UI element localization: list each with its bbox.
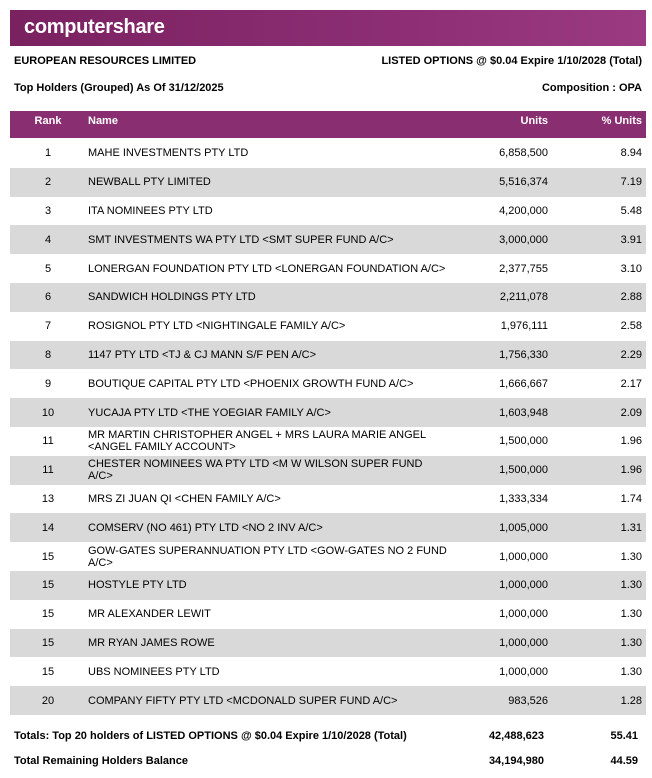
cell-rank: 13	[41, 492, 55, 505]
cell-name: BOUTIQUE CAPITAL PTY LTD <PHOENIX GROWTH FUND A/C>	[88, 377, 414, 390]
cell-pct: 1.30	[620, 608, 642, 621]
cell-rank: 9	[44, 377, 52, 390]
cell-pct: 1.31	[620, 521, 642, 534]
cell-rank: 15	[41, 550, 55, 563]
cell-pct: 3.91	[620, 233, 642, 246]
table-row	[10, 312, 646, 341]
cell-rank: 6	[44, 291, 52, 304]
cell-name: MR MARTIN CHRISTOPHER ANGEL + MRS LAURA MARIE ANGEL <ANGEL FAMILY ACCOUNT>	[88, 429, 426, 454]
table-row	[10, 427, 646, 456]
cell-name: HOSTYLE PTY LTD	[88, 579, 187, 592]
report-subtitle: Top Holders (Grouped) As Of 31/12/2025	[14, 82, 224, 94]
cell-rank: 5	[44, 262, 52, 275]
cell-rank: 15	[41, 608, 55, 621]
cell-units: 2,211,078	[499, 291, 548, 304]
header-banner	[10, 10, 646, 46]
totals-remaining-units: 34,194,980	[488, 755, 544, 767]
cell-name: ROSIGNOL PTY LTD <NIGHTINGALE FAMILY A/C>	[88, 320, 346, 333]
cell-rank: 3	[44, 204, 52, 217]
cell-units: 1,000,000	[499, 608, 548, 621]
totals-top-pct: 55.41	[610, 730, 638, 742]
cell-pct: 2.17	[620, 377, 642, 390]
cell-name: SMT INVESTMENTS WA PTY LTD <SMT SUPER FUND A/C>	[88, 233, 394, 246]
cell-units: 1,005,000	[499, 521, 548, 534]
cell-units: 4,200,000	[499, 204, 548, 217]
cell-pct: 1.96	[620, 464, 642, 477]
cell-units: 983,526	[508, 694, 548, 707]
cell-units: 1,333,334	[499, 492, 548, 505]
table-row	[10, 542, 646, 571]
cell-pct: 1.28	[620, 694, 642, 707]
cell-name: ITA NOMINEES PTY LTD	[88, 204, 213, 217]
holders-table	[10, 139, 646, 715]
table-row	[10, 225, 646, 254]
security-description: LISTED OPTIONS @ $0.04 Expire 1/10/2028 (Total)	[381, 55, 642, 67]
cell-pct: 2.29	[620, 348, 642, 361]
table-row	[10, 485, 646, 514]
composition-label: Composition : OPA	[541, 82, 642, 94]
cell-name: UBS NOMINEES PTY LTD	[88, 665, 220, 678]
table-row	[10, 139, 646, 168]
cell-units: 1,756,330	[499, 348, 548, 361]
table-row	[10, 283, 646, 312]
table-row	[10, 398, 646, 427]
company-name: EUROPEAN RESOURCES LIMITED	[14, 55, 197, 67]
cell-name: MR RYAN JAMES ROWE	[88, 636, 215, 649]
column-header-name: Name	[88, 115, 118, 127]
cell-rank: 10	[41, 406, 55, 419]
cell-pct: 1.96	[620, 435, 642, 448]
totals-remaining-label: Total Remaining Holders Balance	[14, 755, 189, 767]
table-row	[10, 369, 646, 398]
cell-name: YUCAJA PTY LTD <THE YOEGIAR FAMILY A/C>	[88, 406, 331, 419]
table-row	[10, 686, 646, 715]
cell-rank: 14	[41, 521, 55, 534]
table-row	[10, 657, 646, 686]
cell-name: MAHE INVESTMENTS PTY LTD	[88, 147, 249, 160]
cell-name: 1147 PTY LTD <TJ & CJ MANN S/F PEN A/C>	[88, 348, 317, 361]
table-row	[10, 600, 646, 629]
cell-rank: 11	[42, 435, 54, 448]
totals-top-units: 42,488,623	[488, 730, 544, 742]
totals-top-label: Totals: Top 20 holders of LISTED OPTIONS @ $0.04 Expire 1/10/2028 (Total)	[14, 730, 407, 742]
table-row	[10, 341, 646, 370]
column-header-units: Units	[520, 115, 548, 127]
cell-units: 1,000,000	[499, 550, 548, 563]
cell-pct: 2.58	[620, 320, 642, 333]
cell-pct: 1.30	[620, 665, 642, 678]
cell-rank: 7	[44, 320, 52, 333]
table-row	[10, 254, 646, 283]
table-row	[10, 456, 646, 485]
cell-pct: 5.48	[620, 204, 642, 217]
cell-units: 3,000,000	[499, 233, 548, 246]
cell-name: LONERGAN FOUNDATION PTY LTD <LONERGAN FOUNDATION A/C>	[88, 262, 446, 275]
cell-pct: 1.30	[620, 636, 642, 649]
cell-units: 1,666,667	[499, 377, 548, 390]
table-row	[10, 629, 646, 658]
cell-pct: 1.30	[620, 579, 642, 592]
cell-pct: 7.19	[620, 176, 642, 189]
totals-remaining-pct: 44.59	[610, 755, 638, 767]
cell-units: 2,377,755	[499, 262, 548, 275]
cell-pct: 1.30	[620, 550, 642, 563]
cell-pct: 2.88	[620, 291, 642, 304]
cell-rank: 1	[44, 147, 52, 160]
table-row	[10, 197, 646, 226]
cell-rank: 8	[44, 348, 52, 361]
cell-rank: 15	[41, 665, 55, 678]
cell-rank: 11	[42, 464, 54, 477]
cell-pct: 8.94	[620, 147, 642, 160]
cell-name: NEWBALL PTY LIMITED	[88, 176, 211, 189]
cell-rank: 15	[41, 636, 55, 649]
table-row	[10, 168, 646, 197]
cell-rank: 20	[41, 694, 55, 707]
table-row	[10, 571, 646, 600]
cell-name: SANDWICH HOLDINGS PTY LTD	[88, 291, 256, 304]
cell-units: 1,000,000	[499, 665, 548, 678]
cell-rank: 15	[41, 579, 55, 592]
cell-pct: 2.09	[620, 406, 642, 419]
cell-name: COMPANY FIFTY PTY LTD <MCDONALD SUPER FUND A/C>	[88, 694, 398, 707]
cell-units: 1,500,000	[499, 435, 548, 448]
cell-name: COMSERV (NO 461) PTY LTD <NO 2 INV A/C>	[88, 521, 323, 534]
cell-units: 1,000,000	[499, 579, 548, 592]
cell-units: 1,976,111	[500, 320, 548, 333]
cell-name: CHESTER NOMINEES WA PTY LTD <M W WILSON SUPER FUND A/C>	[88, 458, 423, 483]
cell-rank: 4	[44, 233, 52, 246]
cell-units: 5,516,374	[499, 176, 548, 189]
column-header-rank: Rank	[34, 115, 62, 127]
cell-units: 1,000,000	[499, 636, 548, 649]
table-header	[10, 111, 646, 138]
column-header-pct: % Units	[601, 115, 642, 127]
computershare-logo: computershare	[24, 16, 165, 38]
cell-name: MR ALEXANDER LEWIT	[88, 608, 211, 621]
cell-name: MRS ZI JUAN QI <CHEN FAMILY A/C>	[88, 492, 281, 505]
cell-name: GOW-GATES SUPERANNUATION PTY LTD <GOW-GATES NO 2 FUND A/C>	[88, 544, 447, 569]
cell-units: 1,500,000	[499, 464, 548, 477]
cell-rank: 2	[44, 176, 52, 189]
cell-units: 1,603,948	[499, 406, 548, 419]
cell-units: 6,858,500	[499, 147, 548, 160]
table-row	[10, 513, 646, 542]
cell-pct: 1.74	[620, 492, 642, 505]
cell-pct: 3.10	[620, 262, 642, 275]
